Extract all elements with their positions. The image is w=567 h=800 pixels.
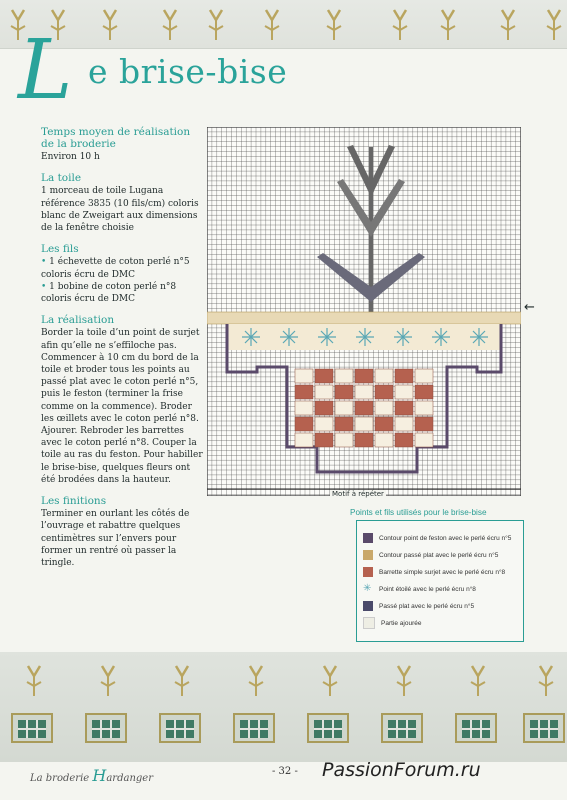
embroidered-pot-icon xyxy=(8,712,56,746)
finitions-heading: Les finitions xyxy=(41,495,107,508)
ajouree-swatch-icon xyxy=(363,617,375,629)
basket-cell xyxy=(375,417,393,431)
basket-cell xyxy=(335,385,353,399)
bullet-icon: • xyxy=(41,257,50,268)
embroidered-pot-icon xyxy=(156,712,204,746)
basket-cell xyxy=(415,433,433,447)
basket-cell xyxy=(355,401,373,415)
fils-heading: Les fils xyxy=(41,243,79,256)
legend-label: Contour point de feston avec le perlé écru n°5 xyxy=(379,534,512,542)
basket-cell xyxy=(395,433,413,447)
toile-heading: La toile xyxy=(41,172,82,185)
legend-label: Barrette simple surjet avec le perlé écru n°8 xyxy=(379,568,506,576)
sprig-icon xyxy=(96,6,124,40)
legend-label: Point étoilé avec le perlé écru n°8 xyxy=(379,585,476,593)
sprig-icon xyxy=(94,662,122,696)
sprig-icon xyxy=(202,6,230,40)
realisation-text: Border la toile d’un point de surjet afin qu’elle ne s’effiloche pas. Commencer à 10 cm du bord de la toile et broder tous les points au passé plat avec le coton perlé n°5, puis le feston (terminer la frise comme on la commence). Broder les œillets avec le coton perlé n°8. Ajourer. Rebroder les barrettes avec le coton perlé n°8. Couper la toile au ras du feston. Pour habiller le brise-bise, quelques fleurs ont été brodées dans la hauteur. xyxy=(41,328,203,485)
embroidered-pot-icon xyxy=(520,712,567,746)
fils-item: • 1 bobine de coton perlé n°8 coloris écru de DMC xyxy=(41,281,177,305)
sprig-icon xyxy=(242,662,270,696)
sprig-icon xyxy=(386,6,414,40)
sprig-icon xyxy=(320,6,348,40)
bullet-icon: • xyxy=(41,281,50,292)
basket-cell xyxy=(415,401,433,415)
legend-label: Partie ajourée xyxy=(381,619,422,627)
finitions-text: Terminer en ourlant les côtés de l’ouvrage et rabattre quelques centimètres sur l’envers pour former un rentré où passer la tringle. xyxy=(41,509,190,569)
legend-item xyxy=(363,531,511,545)
sprig-icon xyxy=(464,662,492,696)
passe-plat-swatch-icon xyxy=(363,550,373,560)
basket-cell xyxy=(295,417,313,431)
time-heading: Temps moyen de réalisation de la broderie xyxy=(41,126,191,150)
basket-cell xyxy=(295,401,313,415)
legend-item xyxy=(363,548,498,562)
instructions-column xyxy=(41,126,203,569)
embroidered-pot-icon xyxy=(82,712,130,746)
basket-cell xyxy=(415,417,433,431)
sprig-icon xyxy=(532,662,560,696)
embroidered-pot-icon xyxy=(452,712,500,746)
fils-item: • 1 échevette de coton perlé n°5 coloris écru de DMC xyxy=(41,257,190,280)
watermark: PassionForum.ru xyxy=(322,759,481,781)
basket-cell xyxy=(375,369,393,383)
basket-cell xyxy=(395,417,413,431)
page-title xyxy=(10,23,340,118)
passe-plat-dark-swatch-icon xyxy=(363,601,373,611)
basket-cell xyxy=(355,417,373,431)
sprig-icon xyxy=(20,662,48,696)
basket-cell xyxy=(315,369,333,383)
basket-cell xyxy=(295,369,313,383)
sprig-icon xyxy=(168,662,196,696)
basket-cell xyxy=(375,385,393,399)
embroidered-pot-icon xyxy=(230,712,278,746)
embroidered-pot-icon xyxy=(304,712,352,746)
basket-cell xyxy=(315,385,333,399)
basket-cell xyxy=(395,369,413,383)
basket-cell xyxy=(335,433,353,447)
basket-cell xyxy=(315,401,333,415)
sprig-icon xyxy=(258,6,286,40)
sprig-icon xyxy=(540,6,567,40)
legend-item xyxy=(363,565,505,579)
embroidery-grid-chart xyxy=(207,127,521,496)
basket-cell xyxy=(355,433,373,447)
basket-cell xyxy=(315,433,333,447)
time-value: Environ 10 h xyxy=(41,152,100,162)
toile-text: 1 morceau de toile Lugana référence 3835 (10 fils/cm) coloris blanc de Zweigart aux dimensions de la fenêtre choisie xyxy=(41,186,199,234)
magazine-name: La broderie Hardanger xyxy=(30,766,153,785)
basket-cell xyxy=(415,385,433,399)
basket-cell xyxy=(335,401,353,415)
sprig-icon xyxy=(316,662,344,696)
legend-item xyxy=(363,599,474,613)
legend-heading: Points et fils utilisés pour le brise-bise xyxy=(350,508,487,517)
basket-cell xyxy=(295,385,313,399)
page-number: - 32 - xyxy=(272,766,298,777)
stitch-legend xyxy=(356,520,524,642)
barrette-swatch-icon xyxy=(363,567,373,577)
feston-swatch-icon xyxy=(363,533,373,543)
star-swatch-icon: ✳ xyxy=(363,583,372,594)
basket-cell xyxy=(395,401,413,415)
basket-cell xyxy=(375,401,393,415)
basket-cell xyxy=(335,369,353,383)
legend-label: Contour passé plat avec le perlé écru n°5 xyxy=(379,551,499,559)
arrow-left-icon: ← xyxy=(524,300,535,315)
basket-cell xyxy=(355,369,373,383)
sprig-icon xyxy=(494,6,522,40)
sprig-icon xyxy=(390,662,418,696)
title-text: e brise-bise xyxy=(88,52,288,91)
legend-item xyxy=(363,616,421,630)
basket-cell xyxy=(375,433,393,447)
basket-cell xyxy=(415,369,433,383)
basket-cell xyxy=(315,417,333,431)
title-initial: L xyxy=(18,23,73,118)
passe-plat-band xyxy=(207,312,521,324)
basket-cell xyxy=(355,385,373,399)
embroidered-pot-icon xyxy=(378,712,426,746)
motif-label: Motif à répéter xyxy=(332,490,384,498)
legend-label: Passé plat avec le perlé écru n°5 xyxy=(379,602,475,610)
legend-item xyxy=(363,582,476,596)
sprig-icon xyxy=(434,6,462,40)
sprig-icon xyxy=(156,6,184,40)
basket-cell xyxy=(295,433,313,447)
realisation-heading: La réalisation xyxy=(41,314,115,327)
basket-cell xyxy=(335,417,353,431)
basket-cell xyxy=(395,385,413,399)
